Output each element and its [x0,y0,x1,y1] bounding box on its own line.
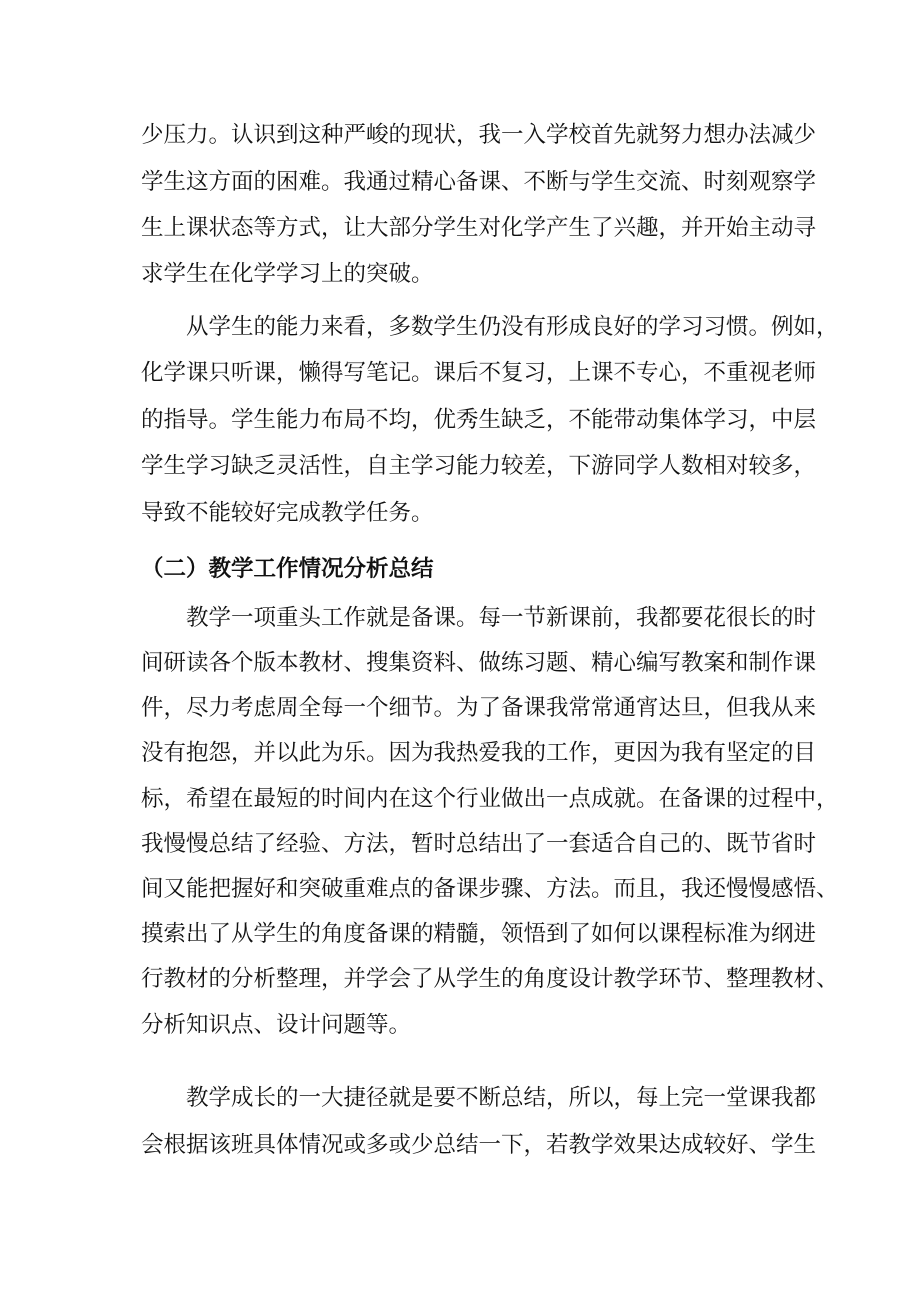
paragraph-3-line-7: 间又能把握好和突破重难点的备课步骤、方法。而且，我还慢慢感悟、 [141,876,839,902]
paragraph-3-line-3: 件，尽力考虑周全每一个细节。为了备课我常常通宵达旦，但我从来 [141,695,817,721]
paragraph-1-line-3: 生上课状态等方式，让大部分学生对化学产生了兴趣，并开始主动寻 [141,215,817,241]
paragraph-4-line-2: 会根据该班具体情况或多或少总结一下，若教学效果达成较好、学生 [141,1132,817,1158]
paragraph-3-line-10: 分析知识点、设计问题等。 [141,1012,412,1038]
paragraph-1-line-2: 学生这方面的困难。我通过精心备课、不断与学生交流、时刻观察学 [141,169,817,195]
paragraph-2-line-4: 学生学习缺乏灵活性，自主学习能力较差，下游同学人数相对较多， [141,453,817,479]
paragraph-2-line-3: 的指导。学生能力布局不均，优秀生缺乏，不能带动集体学习，中层 [141,407,817,433]
paragraph-4-line-1: 教学成长的一大捷径就是要不断总结，所以，每上完一堂课我都 [186,1085,817,1111]
section-heading: （二）教学工作情况分析总结 [141,556,434,582]
paragraph-3-line-1: 教学一项重头工作就是备课。每一节新课前，我都要花很长的时 [186,605,817,631]
paragraph-1-line-1: 少压力。认识到这种严峻的现状，我一入学校首先就努力想办法减少 [141,122,817,148]
paragraph-2-line-2: 化学课只听课，懒得写笔记。课后不复习，上课不专心，不重视老师 [141,360,817,386]
paragraph-3-line-4: 没有抱怨，并以此为乐。因为我热爱我的工作，更因为我有坚定的目 [141,740,817,766]
paragraph-2-line-5: 导致不能较好完成教学任务。 [141,500,434,526]
paragraph-2-line-1: 从学生的能力来看，多数学生仍没有形成良好的学习习惯。例如， [186,314,839,340]
paragraph-3-line-6: 我慢慢总结了经验、方法，暂时总结出了一套适合自己的、既节省时 [141,831,817,857]
paragraph-3-line-8: 摸索出了从学生的角度备课的精髓，领悟到了如何以课程标准为纲进 [141,921,817,947]
paragraph-1-line-4: 求学生在化学学习上的突破。 [141,261,434,287]
paragraph-3-line-9: 行教材的分析整理，并学会了从学生的角度设计教学环节、整理教材、 [141,966,839,992]
paragraph-3-line-2: 间研读各个版本教材、搜集资料、做练习题、精心编写教案和制作课 [141,650,817,676]
paragraph-3-line-5: 标，希望在最短的时间内在这个行业做出一点成就。在备课的过程中， [141,786,839,812]
